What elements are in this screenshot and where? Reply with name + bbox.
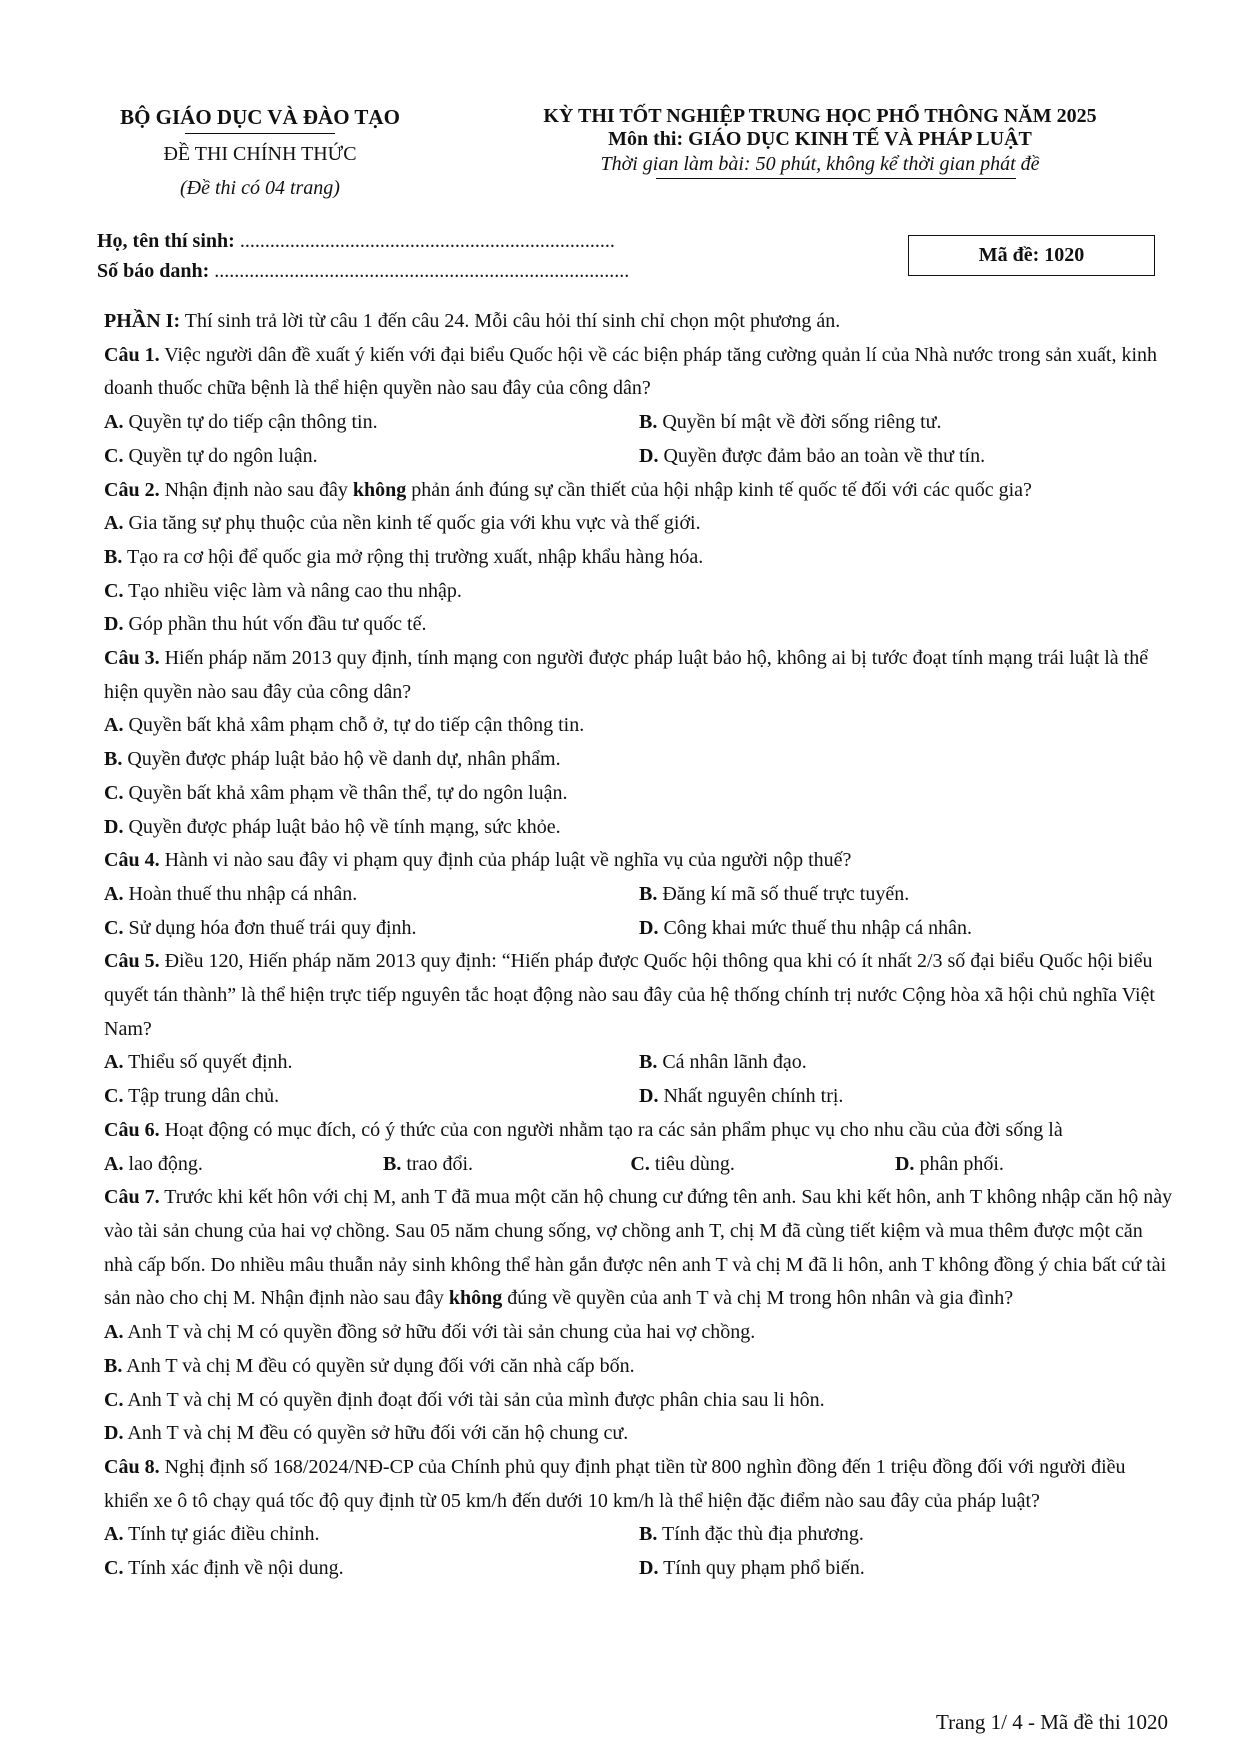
option-a: A. lao động.	[104, 1152, 203, 1175]
exam-code-box: Mã đề: 1020	[908, 235, 1155, 276]
question-label: Câu 3.	[104, 647, 160, 670]
question-text: Việc người dân đề xuất ý kiến với đại biểu Quốc hội về các biện pháp tăng cường quản lí của Nhà nước trong sản xuất, kinh doanh thuốc chữa bệnh là thể hiện quyền nào sau đây của công dân?	[104, 343, 1158, 400]
question-label: Câu 1.	[104, 343, 160, 366]
time-underline	[656, 178, 1016, 179]
question-label: Câu 8.	[104, 1455, 160, 1478]
page-count-note: (Đề thi có 04 trang)	[180, 177, 340, 199]
question-7: Câu 7. Trước khi kết hôn với chị M, anh T đã mua một căn hộ chung cư đứng tên anh. Sau khi kết hôn, anh T không nhập căn hộ này vào tài sản chung của hai vợ chồng. Sau 05 năm chung sống, vợ chồng anh T, chị M đã cùng tiết kiệm và mua thêm được một căn nhà cấp bốn. Do nhiều mâu thuẫn nảy sinh không thể hàn gắn được nên anh T và chị M đã li hôn, anh T không đồng ý chia bất cứ tài sản nào cho chị M. Nhận định nào sau đây không đúng về quyền của anh T và chị M trong hôn nhân và gia đình?	[104, 1186, 1173, 1310]
option-d: D. Góp phần thu hút vốn đầu tư quốc tế.	[104, 613, 427, 636]
part-text: Thí sinh trả lời từ câu 1 đến câu 24. Mỗi câu hỏi thí sinh chỉ chọn một phương án.	[180, 310, 841, 332]
exam-content	[104, 305, 1174, 1586]
candidate-info	[97, 226, 629, 286]
question-label: Câu 6.	[104, 1118, 160, 1141]
question-4	[104, 844, 1174, 878]
option-a: A. Thiểu số quyết định.	[104, 1051, 293, 1074]
ministry-underline	[185, 133, 335, 134]
question-5	[104, 945, 1174, 1046]
option-c: C. Sử dụng hóa đơn thuế trái quy định.	[104, 916, 417, 939]
candidate-name-line	[97, 226, 629, 256]
option-c: C. Quyền tự do ngôn luận.	[104, 444, 318, 467]
candidate-name-dots: ...........................................................................	[239, 230, 615, 252]
option-d: D. Quyền được đảm bảo an toàn về thư tín.	[639, 444, 986, 467]
question-text: Nghị định số 168/2024/NĐ-CP của Chính phủ quy định phạt tiền từ 800 nghìn đồng đến 1 triệu đồng đối với người điều khiển xe ô tô chạy quá tốc độ quy định từ 05 km/h đến dưới 10 km/h là thể hiện đặc điểm nào sau đây của pháp luật?	[104, 1455, 1126, 1512]
ministry-name: BỘ GIÁO DỤC VÀ ĐÀO TẠO	[120, 105, 400, 129]
question-label: Câu 4.	[104, 849, 160, 872]
option-b: B. Anh T và chị M đều có quyền sử dụng đối với căn nhà cấp bốn.	[104, 1354, 635, 1377]
option-d: D. Tính quy phạm phổ biến.	[639, 1557, 865, 1580]
option-c: C. Tập trung dân chủ.	[104, 1085, 280, 1108]
question-text: Hành vi nào sau đây vi phạm quy định của pháp luật về nghĩa vụ của người nộp thuế?	[159, 849, 852, 872]
keyword-negation: không	[448, 1287, 503, 1310]
exam-title: KỲ THI TỐT NGHIỆP TRUNG HỌC PHỔ THÔNG NĂM 2025	[543, 105, 1097, 127]
option-b: B. Tạo ra cơ hội để quốc gia mở rộng thị trường xuất, nhập khẩu hàng hóa.	[104, 545, 704, 568]
option-d: D. Công khai mức thuế thu nhập cá nhân.	[639, 916, 972, 939]
options-row	[104, 406, 1174, 440]
page-footer: Trang 1/ 4 - Mã đề thi 1020	[936, 1710, 1168, 1734]
option-b: B. Quyền bí mật về đời sống riêng tư.	[639, 411, 942, 434]
options-row	[104, 440, 1174, 474]
option-d: D. phân phối.	[894, 1152, 1004, 1175]
option-c: C. Quyền bất khả xâm phạm về thân thể, tự do ngôn luận.	[104, 781, 568, 804]
option-b: B. Tính đặc thù địa phương.	[639, 1523, 864, 1546]
option-a: A. Anh T và chị M có quyền đồng sở hữu đối với tài sản chung của hai vợ chồng.	[104, 1321, 756, 1344]
question-6	[104, 1114, 1174, 1148]
options-row	[104, 1046, 1174, 1080]
question-label: Câu 2.	[104, 478, 160, 501]
candidate-id-dots: ...................................................................................	[214, 260, 630, 282]
question-label: Câu 5.	[104, 950, 160, 973]
option-b: B. Cá nhân lãnh đạo.	[639, 1051, 807, 1074]
options-row	[104, 1518, 1174, 1552]
option-d: D. Quyền được pháp luật bảo hộ về tính mạng, sức khỏe.	[104, 815, 561, 838]
question-label: Câu 7.	[104, 1186, 160, 1209]
option-a: A. Gia tăng sự phụ thuộc của nền kinh tế quốc gia với khu vực và thế giới.	[104, 512, 701, 535]
question-8	[104, 1451, 1174, 1518]
option-d: D. Nhất nguyên chính trị.	[639, 1085, 844, 1108]
option-c: C. tiêu dùng.	[630, 1152, 735, 1175]
options-row	[104, 912, 1174, 946]
option-a: A. Tính tự giác điều chỉnh.	[104, 1523, 320, 1546]
options-row	[104, 1148, 1174, 1182]
official-label: ĐỀ THI CHÍNH THỨC	[163, 143, 357, 165]
option-a: A. Hoàn thuế thu nhập cá nhân.	[104, 882, 358, 905]
option-b: B. trao đổi.	[383, 1152, 474, 1175]
part-instruction	[104, 305, 1174, 339]
question-text: Điều 120, Hiến pháp năm 2013 quy định: “Hiến pháp được Quốc hội thông qua khi có ít nhất 2/3 số đại biểu Quốc hội biểu quyết tán thành” là thể hiện trực tiếp nguyên tắc hoạt động nào sau đây của hệ thống chính trị nước Cộng hòa xã hội chủ nghĩa Việt Nam?	[104, 950, 1155, 1040]
keyword-negation: không	[352, 478, 407, 501]
option-b: B. Quyền được pháp luật bảo hộ về danh dự, nhân phẩm.	[104, 748, 561, 771]
header-left	[115, 105, 405, 200]
candidate-name-label: Họ, tên thí sinh:	[97, 230, 235, 252]
question-3	[104, 642, 1174, 709]
header-right	[510, 105, 1130, 179]
part-label: PHẦN I:	[104, 310, 181, 332]
question-1	[104, 339, 1174, 406]
question-text: Hiến pháp năm 2013 quy định, tính mạng con người được pháp luật bảo hộ, không ai bị tước đoạt tính mạng trái luật là thể hiện quyền nào sau đây của công dân?	[104, 647, 1149, 703]
candidate-id-line	[97, 256, 629, 286]
option-c: C. Tạo nhiều việc làm và nâng cao thu nhập.	[104, 579, 462, 602]
question-text: Hoạt động có mục đích, có ý thức của con người nhằm tạo ra các sản phẩm phục vụ cho nhu cầu của đời sống là	[159, 1118, 1063, 1141]
option-a: A. Quyền tự do tiếp cận thông tin.	[104, 411, 378, 434]
option-c: C. Tính xác định về nội dung.	[104, 1557, 344, 1580]
option-b: B. Đăng kí mã số thuế trực tuyến.	[639, 882, 910, 905]
option-c: C. Anh T và chị M có quyền định đoạt đối với tài sản của mình được phân chia sau li hôn.	[104, 1388, 825, 1411]
question-2: Câu 2. Nhận định nào sau đây không phản ánh đúng sự cần thiết của hội nhập kinh tế quốc tế đối với các quốc gia?	[104, 478, 1032, 501]
option-d: D. Anh T và chị M đều có quyền sở hữu đối với căn hộ chung cư.	[104, 1422, 629, 1445]
options-row	[104, 1080, 1174, 1114]
candidate-id-label: Số báo danh:	[97, 260, 210, 282]
subject-label: Môn thi: GIÁO DỤC KINH TẾ VÀ PHÁP LUẬT	[608, 128, 1032, 150]
time-note: Thời gian làm bài: 50 phút, không kể thời gian phát đề	[600, 153, 1040, 175]
options-row	[104, 1552, 1174, 1586]
options-row	[104, 878, 1174, 912]
option-a: A. Quyền bất khả xâm phạm chỗ ở, tự do tiếp cận thông tin.	[104, 714, 585, 737]
